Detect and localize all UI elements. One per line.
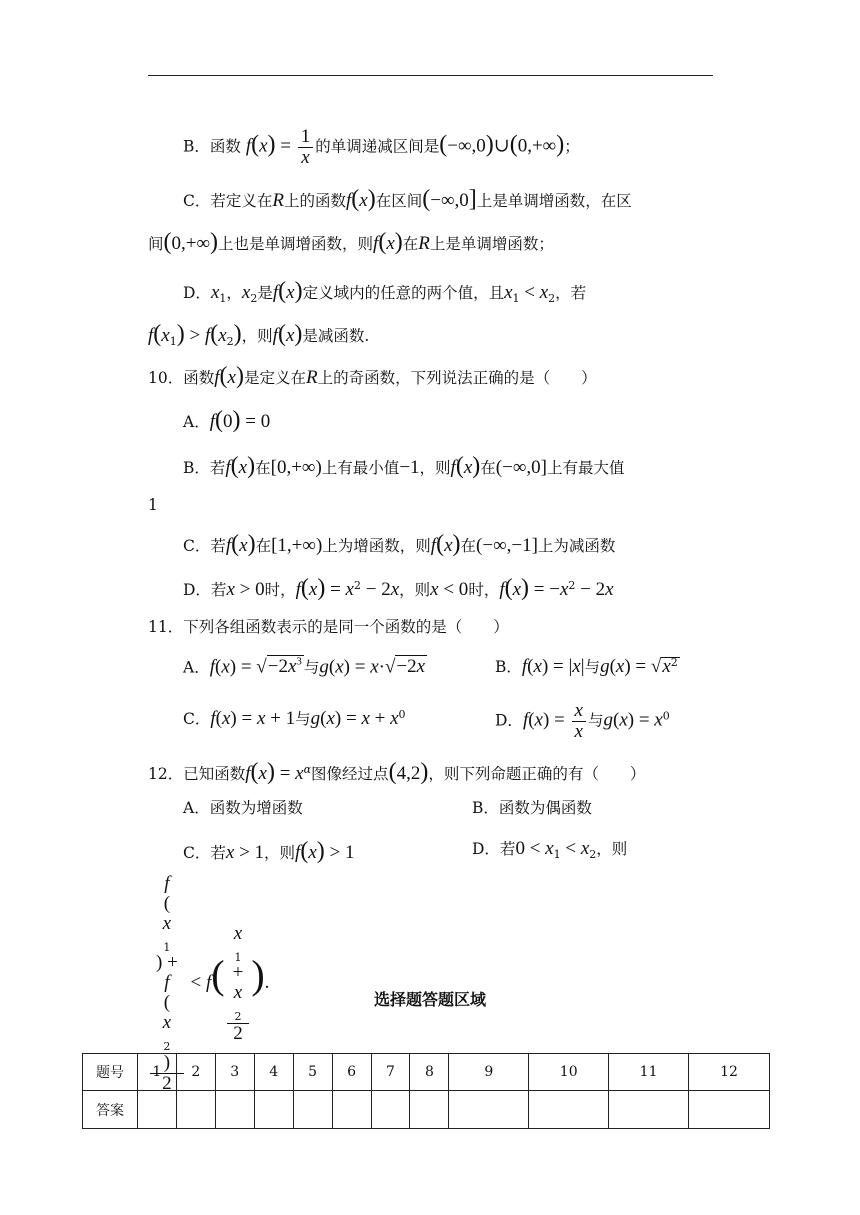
q11-option-c: C．f(x) = x + 1与$g(x) = x + x^0$ [183,708,406,730]
answer-table [82,1053,770,1129]
question-number-cell: 8 [410,1054,449,1091]
question-number-cell: 7 [371,1054,410,1091]
answer-cell[interactable] [449,1091,529,1129]
q12-option-d-formula: f ( x $_1$ ) + f ( x $_2$ ) 2 < f( x $_1$ + x $_2$ 2 ). [148,874,269,1094]
answer-cell[interactable] [293,1091,332,1129]
question-number-row [83,1054,770,1091]
q10-option-d: D．若x > 0时，$f(x) = x^2 - 2x$，则x < 0时，$f(x) = -x^2 - 2x$ [183,575,614,601]
answer-label-cell: 答案 [83,1091,138,1129]
answer-row [83,1091,770,1129]
q9-option-d-line2: $f(x_1) > f(x_2)$，则f(x)是减函数. [148,321,370,349]
q11-option-b: B．f(x) = |x|与$g(x) = √x^2$ [495,656,678,678]
q12-stem: 12．已知函数$f(x) = x^\alpha$图像经过点(4,2)，则下列命题正确的有（ ） [148,759,646,785]
q10-stem: 10．函数f(x)是定义在R上的奇函数，下列说法正确的是（ ） [148,363,597,389]
q9-option-c-line2: 间(0,+∞)上也是单调增函数，则f(x)在R上是单调增函数； [148,229,554,255]
answer-cell[interactable] [332,1091,371,1129]
q10-option-b: B．若f(x)在[0,+∞)上有最小值−1，则f(x)在(−∞,0]上有最大值 [183,453,625,479]
question-number-cell: 1 [137,1054,176,1091]
q11-option-a: A．$f(x) = √-2x^3$ 与g(x) = x·√−2x [183,656,426,678]
answer-cell[interactable] [529,1091,609,1129]
q11-stem: 11．下列各组函数表示的是同一个函数的是（ ） [148,618,509,636]
header-rule [148,75,713,76]
answer-cell[interactable] [215,1091,254,1129]
q12-option-b: B．函数为偶函数 [472,799,592,817]
question-number-cell: 3 [215,1054,254,1091]
answer-cell[interactable] [176,1091,215,1129]
answer-cell[interactable] [371,1091,410,1129]
answer-cell[interactable] [137,1091,176,1129]
q9-option-b: B．函数 f(x) = $\frac{1}{x}$ 的单调递减区间是(−∞,0)∪(0,+∞)； [183,126,580,168]
answer-cell[interactable] [410,1091,449,1129]
question-number-cell: 4 [254,1054,293,1091]
q12-option-d: D．若$0 < x_1 < x_2$，则 [472,838,628,862]
q9-option-c-line1: C．若定义在R上的函数f(x)在区间(−∞,0]上是单调增函数，在区 [183,186,632,212]
answer-cell[interactable] [689,1091,770,1129]
q10-option-b-wrap: 1 [148,496,158,514]
answer-cell[interactable] [609,1091,689,1129]
answer-cell[interactable] [254,1091,293,1129]
question-number-cell: 9 [449,1054,529,1091]
q9-option-d-line1: D．$x_1$，$x_2$是f(x)定义域内的任意的两个值，且$x_1 < x_2$，若 [183,278,587,306]
header-label-cell: 题号 [83,1054,138,1091]
question-number-cell: 6 [332,1054,371,1091]
question-number-cell: 11 [609,1054,689,1091]
question-number-cell: 2 [176,1054,215,1091]
question-number-cell: 5 [293,1054,332,1091]
answer-area-title: 选择题答题区域 [373,990,486,1009]
question-number-cell: 10 [529,1054,609,1091]
q11-option-d: D．f(x) = $\frac{x}{x}$ 与$g(x) = x^0$ [495,700,670,742]
q10-option-a: A．f(0) = 0 [183,407,271,433]
question-number-cell: 12 [689,1054,770,1091]
q12-option-a: A．函数为增函数 [183,799,303,817]
q12-option-c: C．若x > 1，则f(x) > 1 [183,838,355,864]
q10-option-c: C．若f(x)在[1,+∞)上为增函数，则f(x)在(−∞,−1]上为减函数 [183,531,616,557]
